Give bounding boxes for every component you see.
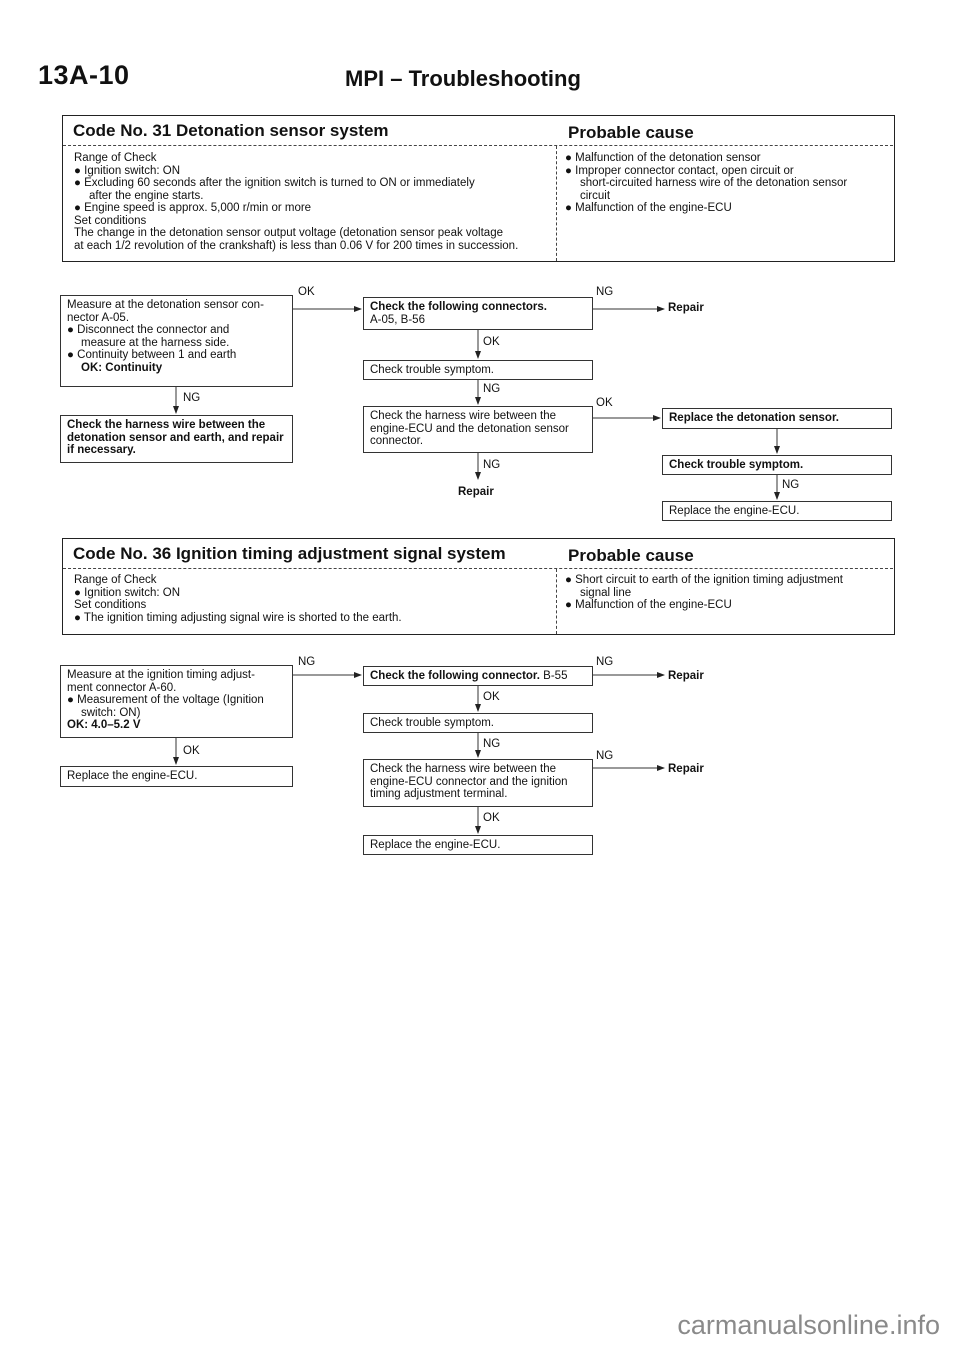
box-line: Check the harness wire between the (67, 419, 266, 431)
replace-ecu-box-2 (363, 835, 593, 855)
box-line: Measure at the ignition timing adjust- (67, 669, 255, 681)
range-line: after the engine starts. (89, 189, 204, 202)
range-line: Range of Check (74, 574, 157, 586)
check-harness-sensor-earth-box (60, 415, 293, 463)
flow1-ng-label: NG (483, 383, 501, 395)
box-line: Measure at the detonation sensor con- (67, 299, 264, 311)
box-line: Replace the engine-ECU. (67, 770, 198, 782)
flow2-ok-label: OK (183, 745, 200, 757)
cause-line: ● Malfunction of the engine-ECU (565, 202, 732, 214)
code31-column-divider (556, 146, 557, 261)
range-line: ● The ignition timing adjusting signal wire is shorted to the earth. (74, 611, 402, 624)
box-line: timing adjustment terminal. (370, 788, 508, 800)
code36-range (74, 574, 402, 624)
check-harness-ignition-box (363, 759, 593, 807)
code31-range (74, 152, 518, 252)
box-line: Replace the engine-ECU. (370, 839, 501, 851)
replace-sensor-box (662, 408, 892, 429)
cause-line: signal line (580, 586, 632, 599)
range-line: ● Ignition switch: ON (74, 586, 181, 599)
box-line: ● Continuity between 1 and earth (67, 349, 237, 361)
connector-code: B-55 (543, 670, 568, 682)
range-line: at each 1/2 revolution of the crankshaft) is less than 0.06 V for 200 times in succession. (74, 239, 519, 252)
check-trouble-box-2 (662, 455, 892, 475)
page-title: MPI – Troubleshooting (345, 66, 581, 91)
flow1-ng-label: NG (483, 459, 501, 471)
flow2-ng-label: NG (483, 738, 501, 750)
range-line: Range of Check (74, 152, 157, 164)
box-line: nector A-05. (67, 311, 130, 324)
box-line: ● Measurement of the voltage (Ignition (67, 694, 264, 706)
watermark: carmanualsonline.info (677, 1310, 940, 1340)
flow2-ng-label: NG (596, 750, 614, 762)
flow1-ng-label: NG (782, 479, 800, 491)
box-line: detonation sensor and earth, and repair (67, 431, 284, 444)
flow1-ok-label: OK (483, 336, 500, 348)
page-number: 13A-10 (38, 60, 130, 90)
box-line: switch: ON) (81, 706, 141, 719)
flow2-repair-1: Repair (668, 670, 704, 682)
box-line: Check the harness wire between the (370, 410, 557, 422)
box-line: engine-ECU and the detonation sensor (370, 422, 569, 435)
flow2-ng-label: NG (298, 656, 316, 668)
cause-line: ● Malfunction of the engine-ECU (565, 599, 732, 611)
box-line: Check the following connectors. (370, 301, 547, 313)
box-line: connector. (370, 435, 424, 447)
box-line: Check the harness wire between the (370, 763, 557, 775)
replace-ecu-box-1 (662, 501, 892, 521)
box-line: Replace the engine-ECU. (669, 505, 800, 517)
code36-title: Code No. 36 Ignition timing adjustment signal system (73, 544, 506, 563)
cause-line: ● Malfunction of the detonation sensor (565, 152, 761, 164)
range-line: Set conditions (74, 214, 147, 227)
check-trouble-box-3 (363, 713, 593, 733)
range-line: ● Engine speed is approx. 5,000 r/min or more (74, 202, 312, 214)
box-line: Replace the detonation sensor. (669, 412, 839, 424)
code36-probable-cause-title: Probable cause (568, 546, 694, 565)
cause-line: ● Short circuit to earth of the ignition timing adjustment (565, 574, 843, 586)
check-trouble-box-1 (363, 360, 593, 380)
box-line: Check the following connector. (370, 670, 540, 682)
box-line: engine-ECU connector and the ignition (370, 775, 568, 788)
box-line: A-05, B-56 (370, 313, 425, 326)
code31-probable-cause-title: Probable cause (568, 123, 694, 142)
check-harness-ecu-sensor-box (363, 406, 593, 453)
box-line: Check trouble symptom. (370, 364, 494, 376)
code36-causes (565, 574, 843, 612)
measure-detonation-box (60, 295, 293, 387)
flow1-repair-1: Repair (668, 302, 704, 314)
box-line: if necessary. (67, 444, 136, 456)
flow1-ng-label: NG (596, 286, 614, 298)
check-connectors-box (363, 297, 593, 330)
flow1-repair-2: Repair (458, 486, 494, 498)
cause-line: ● Improper connector contact, open circuit or (565, 164, 794, 177)
flow2-repair-2: Repair (668, 763, 704, 775)
flow1-ok-label: OK (596, 397, 613, 409)
measure-ignition-box (60, 665, 293, 738)
flow1-ng-label: NG (183, 392, 201, 404)
range-line: ● Excluding 60 seconds after the ignition switch is turned to ON or immediately (74, 177, 475, 189)
flow2-ok-label: OK (483, 812, 500, 824)
cause-line: short-circuited harness wire of the detonation sensor (580, 177, 848, 189)
box-line: Check trouble symptom. (370, 717, 494, 729)
flow1-ok-label: OK (298, 286, 315, 298)
flow2-ok-label: OK (483, 691, 500, 703)
code31-causes (565, 152, 847, 215)
check-connector-b55-box (363, 666, 593, 686)
code31-title: Code No. 31 Detonation sensor system (73, 121, 389, 140)
range-line: The change in the detonation sensor output voltage (detonation sensor peak voltage (74, 227, 503, 239)
box-line: ment connector A-60. (67, 681, 177, 694)
code31-divider (63, 145, 893, 146)
cause-line: circuit (580, 189, 611, 202)
replace-ecu-left-box (60, 766, 293, 787)
box-line: ● Disconnect the connector and (67, 324, 230, 336)
box-line: OK: Continuity (81, 361, 163, 374)
box-line: OK: 4.0–5.2 V (67, 719, 141, 731)
range-line: ● Ignition switch: ON (74, 164, 181, 177)
code36-divider (63, 568, 893, 569)
range-line: Set conditions (74, 599, 147, 611)
code36-column-divider (556, 569, 557, 634)
box-line: Check trouble symptom. (669, 459, 804, 471)
box-line: measure at the harness side. (81, 336, 230, 349)
flow2-ng-label: NG (596, 656, 614, 668)
